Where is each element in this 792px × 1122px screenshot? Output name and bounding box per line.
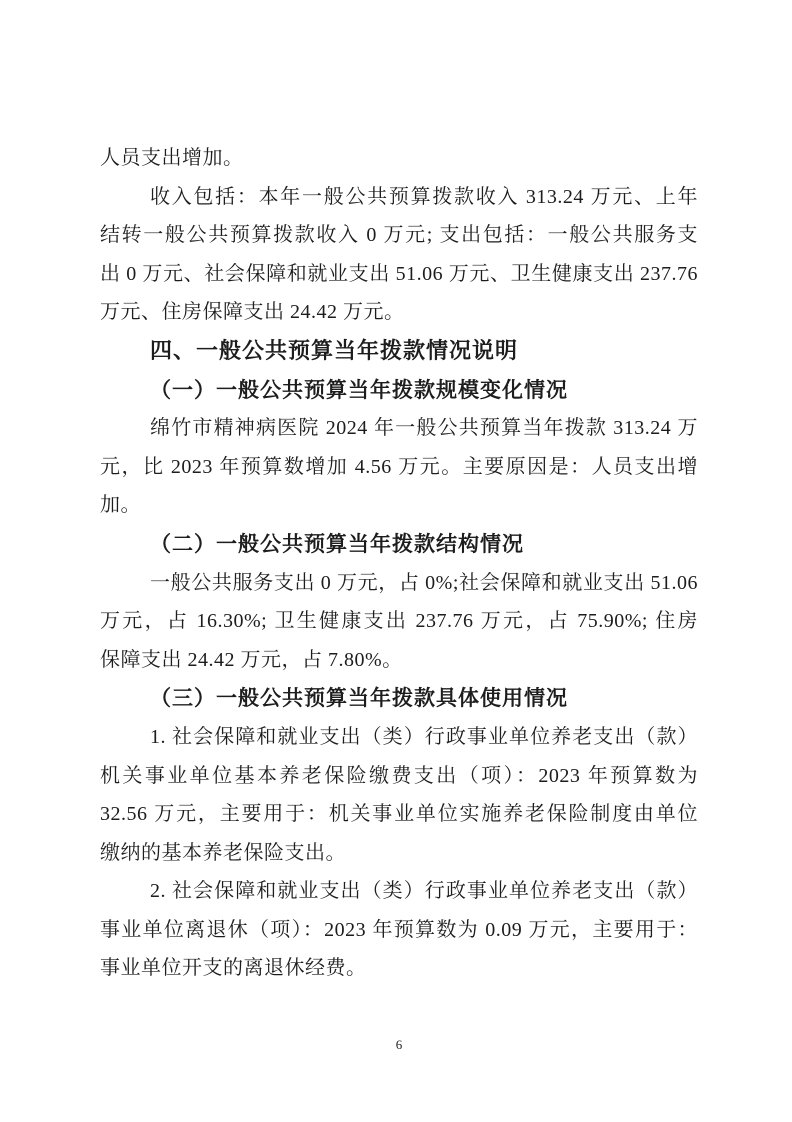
paragraph-line: 缴纳的基本养老保险支出。 bbox=[100, 841, 346, 864]
document-body bbox=[100, 139, 698, 988]
subsection-heading-1: （一）一般公共预算当年拨款规模变化情况 bbox=[150, 377, 568, 402]
paragraph-line: 加。 bbox=[100, 494, 141, 517]
page-number: 6 bbox=[395, 1037, 403, 1052]
paragraph-line: 绵竹市精神病医院 2024 年一般公共预算当年拨款 313.24 万 bbox=[150, 417, 698, 440]
paragraph-line: 结转一般公共预算拨款收入 0 万元; 支出包括：一般公共服务支 bbox=[100, 224, 698, 247]
paragraph-line: 元，比 2023 年预算数增加 4.56 万元。主要原因是：人员支出增 bbox=[100, 455, 698, 478]
paragraph-line: 收入包括：本年一般公共预算拨款收入 313.24 万元、上年 bbox=[150, 185, 698, 208]
paragraph-line: 人员支出增加。 bbox=[100, 147, 244, 169]
list-item-2-line: 2. 社会保障和就业支出（类）行政事业单位养老支出（款） bbox=[150, 880, 698, 903]
paragraph-line: 一般公共服务支出 0 万元，占 0%;社会保障和就业支出 51.06 bbox=[150, 571, 698, 594]
paragraph-line: 机关事业单位基本养老保险缴费支出（项）：2023 年预算数为 bbox=[100, 764, 698, 787]
paragraph-line: 保障支出 24.42 万元，占 7.80%。 bbox=[100, 648, 403, 671]
paragraph-line: 事业单位开支的离退休经费。 bbox=[100, 957, 367, 980]
paragraph-line: 万元，占 16.30%; 卫生健康支出 237.76 万元，占 75.90%; 住房 bbox=[100, 610, 698, 633]
paragraph-line: 万元、住房保障支出 24.42 万元。 bbox=[100, 301, 405, 324]
section-heading-4: 四、一般公共预算当年拨款情况说明 bbox=[150, 337, 519, 363]
paragraph-line: 出 0 万元、社会保障和就业支出 51.06 万元、卫生健康支出 237.76 bbox=[100, 262, 698, 285]
subsection-heading-2: （二）一般公共预算当年拨款结构情况 bbox=[150, 531, 524, 556]
list-item-1-line: 1. 社会保障和就业支出（类）行政事业单位养老支出（款） bbox=[150, 725, 698, 748]
paragraph-line: 32.56 万元，主要用于：机关事业单位实施养老保险制度由单位 bbox=[100, 803, 698, 826]
paragraph-line: 事业单位离退休（项）：2023 年预算数为 0.09 万元，主要用于： bbox=[100, 918, 698, 941]
subsection-heading-3: （三）一般公共预算当年拨款具体使用情况 bbox=[150, 686, 568, 711]
